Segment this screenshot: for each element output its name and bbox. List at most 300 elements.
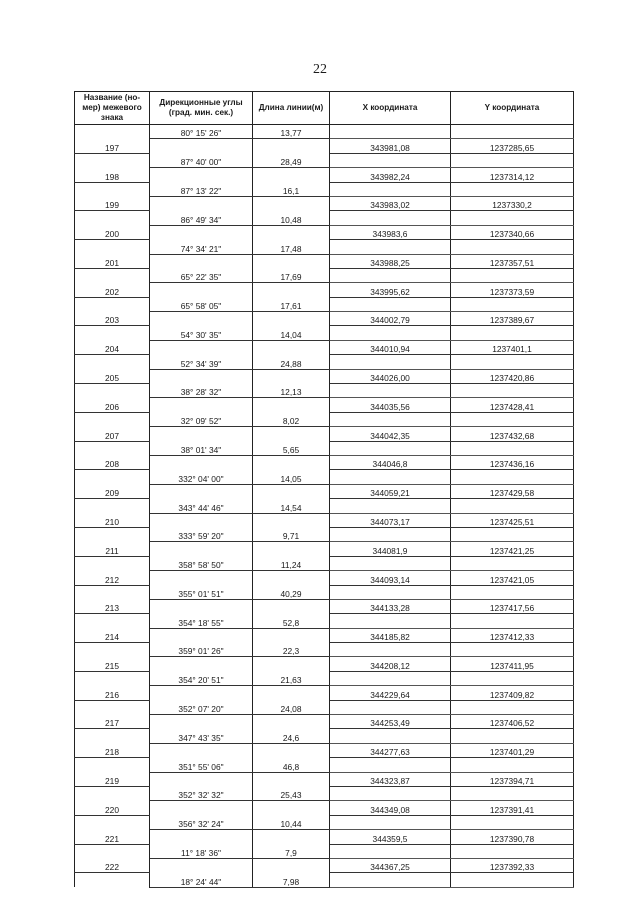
- empty-cell: [75, 355, 150, 369]
- mark-row: [75, 369, 574, 383]
- empty-cell: [75, 384, 150, 398]
- x-coordinate-cell: 344073,17: [330, 513, 451, 527]
- length-cell: 7,9: [253, 844, 330, 858]
- empty-cell: [253, 801, 330, 815]
- length-cell: 17,69: [253, 268, 330, 282]
- empty-cell: [150, 398, 253, 412]
- empty-cell: [330, 240, 451, 254]
- coordinates-table-container: [74, 91, 573, 888]
- y-coordinate-cell: 1237401,29: [451, 743, 574, 757]
- mark-row: [75, 657, 574, 671]
- empty-cell: [451, 412, 574, 426]
- empty-cell: [150, 283, 253, 297]
- angle-cell: 38° 28' 32": [150, 384, 253, 398]
- angle-cell: 80° 15' 26": [150, 125, 253, 139]
- mark-row: [75, 571, 574, 585]
- length-cell: 5,65: [253, 441, 330, 455]
- x-coordinate-cell: 344323,87: [330, 772, 451, 786]
- x-coordinate-cell: 344046,8: [330, 455, 451, 469]
- empty-cell: [150, 715, 253, 729]
- line-row: [75, 211, 574, 225]
- mark-row: [75, 715, 574, 729]
- empty-cell: [253, 312, 330, 326]
- empty-cell: [451, 268, 574, 282]
- angle-cell: 352° 07' 20": [150, 700, 253, 714]
- empty-cell: [253, 858, 330, 872]
- angle-cell: 54° 30' 35": [150, 326, 253, 340]
- y-coordinate-cell: 1237425,51: [451, 513, 574, 527]
- mark-row: [75, 830, 574, 844]
- empty-cell: [253, 599, 330, 613]
- angle-cell: 352° 32' 32": [150, 786, 253, 800]
- length-cell: 24,6: [253, 729, 330, 743]
- empty-cell: [150, 686, 253, 700]
- y-coordinate-cell: 1237412,33: [451, 628, 574, 642]
- empty-cell: [330, 297, 451, 311]
- empty-cell: [75, 470, 150, 484]
- line-row: [75, 384, 574, 398]
- empty-cell: [75, 182, 150, 196]
- header-name: Название (но-мер) межевого знака: [75, 92, 150, 125]
- angle-cell: 356° 32' 24": [150, 815, 253, 829]
- x-coordinate-cell: 344002,79: [330, 312, 451, 326]
- x-coordinate-cell: 343983,02: [330, 196, 451, 210]
- mark-name-cell: 202: [75, 283, 150, 297]
- x-coordinate-cell: 344229,64: [330, 686, 451, 700]
- mark-name-cell: 199: [75, 196, 150, 210]
- y-coordinate-cell: 1237314,12: [451, 168, 574, 182]
- line-row: [75, 729, 574, 743]
- y-coordinate-cell: 1237428,41: [451, 398, 574, 412]
- empty-cell: [75, 240, 150, 254]
- y-coordinate-cell: 1237411,95: [451, 657, 574, 671]
- line-row: [75, 499, 574, 513]
- empty-cell: [330, 211, 451, 225]
- mark-row: [75, 599, 574, 613]
- empty-cell: [330, 643, 451, 657]
- x-coordinate-cell: 344349,08: [330, 801, 451, 815]
- empty-cell: [150, 830, 253, 844]
- x-coordinate-cell: 344133,28: [330, 599, 451, 613]
- angle-cell: 86° 49' 34": [150, 211, 253, 225]
- empty-cell: [75, 499, 150, 513]
- empty-cell: [330, 614, 451, 628]
- angle-cell: 18° 24' 44": [150, 873, 253, 887]
- table-body: [75, 125, 574, 888]
- empty-cell: [150, 196, 253, 210]
- empty-cell: [75, 729, 150, 743]
- empty-cell: [253, 254, 330, 268]
- empty-cell: [451, 671, 574, 685]
- angle-cell: 52° 34' 39": [150, 355, 253, 369]
- mark-name-cell: 211: [75, 542, 150, 556]
- angle-cell: 333° 59' 20": [150, 527, 253, 541]
- empty-cell: [75, 268, 150, 282]
- empty-cell: [451, 614, 574, 628]
- empty-cell: [150, 427, 253, 441]
- y-coordinate-cell: 1237340,66: [451, 225, 574, 239]
- line-row: [75, 700, 574, 714]
- header-angles: Дирекционные углы (град. мин. сек.): [150, 92, 253, 125]
- empty-cell: [150, 340, 253, 354]
- line-row: [75, 614, 574, 628]
- empty-cell: [75, 297, 150, 311]
- empty-cell: [75, 585, 150, 599]
- length-cell: 22,3: [253, 643, 330, 657]
- empty-cell: [253, 455, 330, 469]
- line-row: [75, 556, 574, 570]
- empty-cell: [330, 700, 451, 714]
- mark-row: [75, 801, 574, 815]
- empty-cell: [253, 830, 330, 844]
- empty-cell: [75, 758, 150, 772]
- line-row: [75, 527, 574, 541]
- mark-row: [75, 542, 574, 556]
- mark-row: [75, 283, 574, 297]
- empty-cell: [75, 527, 150, 541]
- y-coordinate-cell: 1237409,82: [451, 686, 574, 700]
- mark-name-cell: 204: [75, 340, 150, 354]
- empty-cell: [150, 369, 253, 383]
- x-coordinate-cell: 344010,94: [330, 340, 451, 354]
- empty-cell: [75, 786, 150, 800]
- length-cell: 14,54: [253, 499, 330, 513]
- mark-name-cell: 218: [75, 743, 150, 757]
- x-coordinate-cell: 344035,56: [330, 398, 451, 412]
- line-row: [75, 585, 574, 599]
- angle-cell: 354° 20' 51": [150, 671, 253, 685]
- y-coordinate-cell: 1237429,58: [451, 484, 574, 498]
- line-row: [75, 240, 574, 254]
- empty-cell: [330, 844, 451, 858]
- x-coordinate-cell: 344026,00: [330, 369, 451, 383]
- mark-row: [75, 312, 574, 326]
- length-cell: 13,77: [253, 125, 330, 139]
- empty-cell: [75, 412, 150, 426]
- empty-cell: [253, 484, 330, 498]
- empty-cell: [150, 571, 253, 585]
- empty-cell: [451, 211, 574, 225]
- empty-cell: [451, 556, 574, 570]
- x-coordinate-cell: 343988,25: [330, 254, 451, 268]
- y-coordinate-cell: 1237432,68: [451, 427, 574, 441]
- empty-cell: [253, 139, 330, 153]
- empty-cell: [330, 412, 451, 426]
- length-cell: 25,43: [253, 786, 330, 800]
- empty-cell: [75, 614, 150, 628]
- x-coordinate-cell: 343995,62: [330, 283, 451, 297]
- line-row: [75, 125, 574, 139]
- empty-cell: [75, 211, 150, 225]
- mark-name-cell: 209: [75, 484, 150, 498]
- line-row: [75, 643, 574, 657]
- mark-name-cell: 215: [75, 657, 150, 671]
- empty-cell: [253, 772, 330, 786]
- empty-cell: [253, 657, 330, 671]
- mark-row: [75, 168, 574, 182]
- mark-name-cell: 201: [75, 254, 150, 268]
- line-row: [75, 268, 574, 282]
- y-coordinate-cell: 1237421,05: [451, 571, 574, 585]
- empty-cell: [451, 384, 574, 398]
- y-coordinate-cell: 1237392,33: [451, 858, 574, 872]
- empty-cell: [253, 283, 330, 297]
- header-length: Длина линии(м): [253, 92, 330, 125]
- angle-cell: 351° 55' 06": [150, 758, 253, 772]
- empty-cell: [330, 153, 451, 167]
- empty-cell: [150, 312, 253, 326]
- empty-cell: [75, 153, 150, 167]
- empty-cell: [75, 815, 150, 829]
- mark-name-cell: 217: [75, 715, 150, 729]
- mark-row: [75, 455, 574, 469]
- y-coordinate-cell: 1237357,51: [451, 254, 574, 268]
- mark-row: [75, 858, 574, 872]
- line-row: [75, 326, 574, 340]
- mark-name-cell: 207: [75, 427, 150, 441]
- empty-cell: [150, 599, 253, 613]
- y-coordinate-cell: 1237391,41: [451, 801, 574, 815]
- mark-row: [75, 196, 574, 210]
- mark-row: [75, 427, 574, 441]
- x-coordinate-cell: 344208,12: [330, 657, 451, 671]
- line-row: [75, 441, 574, 455]
- angle-cell: 359° 01' 26": [150, 643, 253, 657]
- mark-name-cell: 216: [75, 686, 150, 700]
- angle-cell: 343° 44' 46": [150, 499, 253, 513]
- length-cell: 7,98: [253, 873, 330, 887]
- empty-cell: [330, 729, 451, 743]
- angle-cell: 74° 34' 21": [150, 240, 253, 254]
- y-coordinate-cell: 1237389,67: [451, 312, 574, 326]
- empty-cell: [150, 254, 253, 268]
- mark-name-cell: 197: [75, 139, 150, 153]
- mark-row: [75, 484, 574, 498]
- empty-cell: [253, 340, 330, 354]
- line-row: [75, 786, 574, 800]
- empty-cell: [150, 484, 253, 498]
- angle-cell: 65° 58' 05": [150, 297, 253, 311]
- x-coordinate-cell: 344185,82: [330, 628, 451, 642]
- y-coordinate-cell: 1237436,16: [451, 455, 574, 469]
- angle-cell: 347° 43' 35": [150, 729, 253, 743]
- empty-cell: [330, 355, 451, 369]
- x-coordinate-cell: 344059,21: [330, 484, 451, 498]
- mark-row: [75, 628, 574, 642]
- angle-cell: 38° 01' 34": [150, 441, 253, 455]
- empty-cell: [253, 513, 330, 527]
- empty-cell: [150, 168, 253, 182]
- line-row: [75, 815, 574, 829]
- angle-cell: 355° 01' 51": [150, 585, 253, 599]
- length-cell: 12,13: [253, 384, 330, 398]
- empty-cell: [451, 643, 574, 657]
- empty-cell: [253, 225, 330, 239]
- x-coordinate-cell: 344277,63: [330, 743, 451, 757]
- empty-cell: [451, 527, 574, 541]
- length-cell: 11,24: [253, 556, 330, 570]
- y-coordinate-cell: 1237330,2: [451, 196, 574, 210]
- empty-cell: [330, 556, 451, 570]
- empty-cell: [330, 671, 451, 685]
- mark-row: [75, 743, 574, 757]
- y-coordinate-cell: 1237417,56: [451, 599, 574, 613]
- empty-cell: [75, 873, 150, 887]
- line-row: [75, 355, 574, 369]
- line-row: [75, 470, 574, 484]
- empty-cell: [75, 700, 150, 714]
- empty-cell: [150, 657, 253, 671]
- mark-name-cell: 210: [75, 513, 150, 527]
- y-coordinate-cell: 1237421,25: [451, 542, 574, 556]
- empty-cell: [330, 441, 451, 455]
- empty-cell: [330, 125, 451, 139]
- length-cell: 46,8: [253, 758, 330, 772]
- empty-cell: [150, 542, 253, 556]
- page-number: 22: [313, 62, 327, 77]
- empty-cell: [330, 527, 451, 541]
- empty-cell: [330, 499, 451, 513]
- line-row: [75, 758, 574, 772]
- empty-cell: [451, 585, 574, 599]
- empty-cell: [150, 743, 253, 757]
- y-coordinate-cell: 1237285,65: [451, 139, 574, 153]
- empty-cell: [451, 700, 574, 714]
- mark-name-cell: 222: [75, 858, 150, 872]
- mark-row: [75, 139, 574, 153]
- length-cell: 16,1: [253, 182, 330, 196]
- empty-cell: [75, 326, 150, 340]
- angle-cell: 354° 18' 55": [150, 614, 253, 628]
- length-cell: 9,71: [253, 527, 330, 541]
- empty-cell: [253, 196, 330, 210]
- mark-row: [75, 340, 574, 354]
- x-coordinate-cell: 343982,24: [330, 168, 451, 182]
- mark-row: [75, 398, 574, 412]
- length-cell: 52,8: [253, 614, 330, 628]
- empty-cell: [75, 125, 150, 139]
- empty-cell: [253, 427, 330, 441]
- mark-row: [75, 225, 574, 239]
- empty-cell: [330, 470, 451, 484]
- line-row: [75, 297, 574, 311]
- line-row: [75, 671, 574, 685]
- x-coordinate-cell: 344359,5: [330, 830, 451, 844]
- line-row: [75, 412, 574, 426]
- empty-cell: [253, 628, 330, 642]
- empty-cell: [150, 139, 253, 153]
- empty-cell: [150, 772, 253, 786]
- mark-name-cell: 206: [75, 398, 150, 412]
- x-coordinate-cell: 344253,49: [330, 715, 451, 729]
- empty-cell: [451, 470, 574, 484]
- x-coordinate-cell: 344042,35: [330, 427, 451, 441]
- empty-cell: [253, 398, 330, 412]
- mark-name-cell: 221: [75, 830, 150, 844]
- empty-cell: [330, 268, 451, 282]
- length-cell: 24,08: [253, 700, 330, 714]
- mark-name-cell: 198: [75, 168, 150, 182]
- y-coordinate-cell: 1237390,78: [451, 830, 574, 844]
- mark-name-cell: 219: [75, 772, 150, 786]
- length-cell: 24,88: [253, 355, 330, 369]
- empty-cell: [75, 671, 150, 685]
- mark-name-cell: 205: [75, 369, 150, 383]
- empty-cell: [75, 643, 150, 657]
- length-cell: 10,48: [253, 211, 330, 225]
- mark-name-cell: 212: [75, 571, 150, 585]
- empty-cell: [330, 384, 451, 398]
- line-row: [75, 873, 574, 887]
- x-coordinate-cell: 343981,08: [330, 139, 451, 153]
- mark-row: [75, 686, 574, 700]
- empty-cell: [330, 182, 451, 196]
- empty-cell: [75, 441, 150, 455]
- length-cell: 14,04: [253, 326, 330, 340]
- line-row: [75, 844, 574, 858]
- mark-name-cell: 220: [75, 801, 150, 815]
- x-coordinate-cell: 344081,9: [330, 542, 451, 556]
- y-coordinate-cell: 1237394,71: [451, 772, 574, 786]
- empty-cell: [451, 873, 574, 887]
- empty-cell: [150, 628, 253, 642]
- empty-cell: [451, 786, 574, 800]
- empty-cell: [451, 182, 574, 196]
- length-cell: 28,49: [253, 153, 330, 167]
- y-coordinate-cell: 1237401,1: [451, 340, 574, 354]
- empty-cell: [451, 815, 574, 829]
- mark-name-cell: 213: [75, 599, 150, 613]
- empty-cell: [330, 786, 451, 800]
- y-coordinate-cell: 1237373,59: [451, 283, 574, 297]
- empty-cell: [451, 499, 574, 513]
- x-coordinate-cell: 343983,6: [330, 225, 451, 239]
- empty-cell: [150, 858, 253, 872]
- length-cell: 21,63: [253, 671, 330, 685]
- angle-cell: 11° 18' 36": [150, 844, 253, 858]
- empty-cell: [75, 844, 150, 858]
- line-row: [75, 153, 574, 167]
- empty-cell: [253, 542, 330, 556]
- y-coordinate-cell: 1237420,86: [451, 369, 574, 383]
- mark-row: [75, 513, 574, 527]
- empty-cell: [451, 844, 574, 858]
- coordinates-table: [74, 91, 574, 888]
- mark-name-cell: 214: [75, 628, 150, 642]
- x-coordinate-cell: 344367,25: [330, 858, 451, 872]
- empty-cell: [451, 758, 574, 772]
- header-y: Y координата: [451, 92, 574, 125]
- empty-cell: [451, 297, 574, 311]
- header-x: X координата: [330, 92, 451, 125]
- empty-cell: [253, 168, 330, 182]
- angle-cell: 87° 13' 22": [150, 182, 253, 196]
- mark-name-cell: 203: [75, 312, 150, 326]
- line-row: [75, 182, 574, 196]
- empty-cell: [451, 326, 574, 340]
- mark-name-cell: 200: [75, 225, 150, 239]
- empty-cell: [330, 585, 451, 599]
- empty-cell: [150, 513, 253, 527]
- empty-cell: [451, 125, 574, 139]
- empty-cell: [330, 815, 451, 829]
- empty-cell: [253, 686, 330, 700]
- angle-cell: 87° 40' 00": [150, 153, 253, 167]
- empty-cell: [451, 153, 574, 167]
- empty-cell: [150, 225, 253, 239]
- empty-cell: [451, 441, 574, 455]
- empty-cell: [150, 455, 253, 469]
